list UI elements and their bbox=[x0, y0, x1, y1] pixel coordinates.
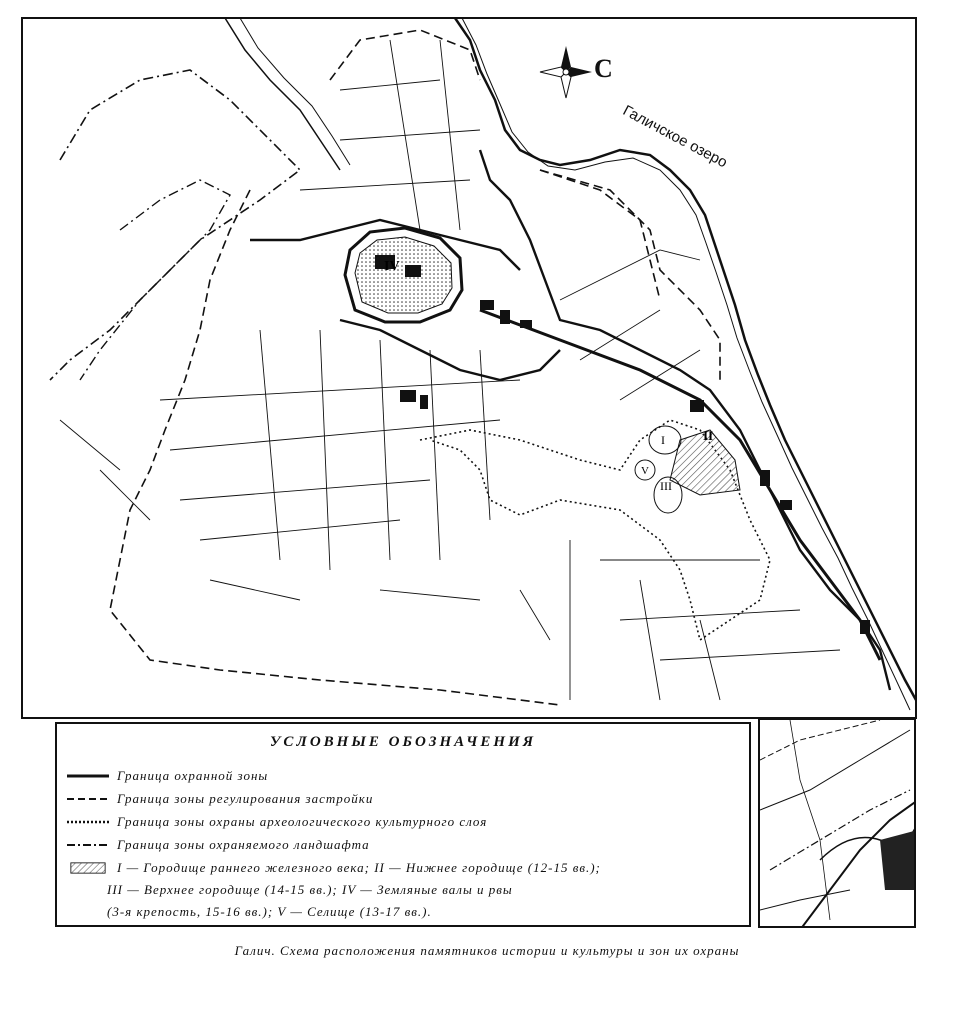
legend-monuments-line1: I — Городище раннего железного века; II — Нижнее городище (12-15 вв.); bbox=[117, 860, 601, 875]
inset-map bbox=[758, 718, 916, 928]
legend-item-label: Граница охранной зоны bbox=[117, 768, 269, 783]
river-left bbox=[225, 18, 340, 170]
hatched-area-symbol bbox=[67, 862, 109, 874]
legend bbox=[55, 722, 751, 927]
protection-zone-boundary bbox=[480, 150, 890, 690]
lake-label: Галичское озеро bbox=[620, 102, 731, 172]
early-iron-age-hillfort bbox=[649, 426, 681, 454]
zone-label-v: V bbox=[641, 465, 649, 477]
zone-label-ii: II bbox=[703, 428, 714, 443]
legend-monuments-line3: (3-я крепость, 15-16 вв.); V — Селище (13-17 вв.). bbox=[107, 904, 432, 919]
street-grid bbox=[60, 40, 840, 700]
dotted-line-symbol bbox=[67, 816, 109, 828]
regulation-zone-boundary bbox=[110, 30, 660, 705]
river-left-bank bbox=[240, 18, 350, 165]
map-frame bbox=[22, 18, 916, 718]
map-caption: Галич. Схема расположения памятников истории и культуры и зон их охраны bbox=[234, 943, 740, 958]
zone-label-iii: III bbox=[660, 479, 672, 493]
inset-map-drawing bbox=[760, 720, 916, 928]
fortress-ramparts bbox=[345, 228, 462, 322]
legend-item-label: Граница зоны охраняемого ландшафта bbox=[117, 837, 370, 852]
dashed-line-symbol bbox=[67, 793, 109, 805]
legend-item-label: Граница зоны регулирования застройки bbox=[117, 791, 374, 806]
compass-rose-icon bbox=[540, 46, 592, 98]
legend-item-label: Граница зоны охраны археологического культурного слоя bbox=[117, 814, 488, 829]
legend-monuments-line2: III — Верхнее городище (14-15 вв.); IV — Земляные валы и рвы bbox=[107, 882, 513, 897]
zone-label-i: I bbox=[661, 433, 665, 447]
dash-dot-line-symbol bbox=[67, 839, 109, 851]
solid-line-symbol bbox=[67, 770, 109, 782]
landscape-zone-boundary bbox=[50, 70, 300, 380]
legend-title: УСЛОВНЫЕ ОБОЗНАЧЕНИЯ bbox=[269, 734, 537, 750]
zone-label-iv: IV bbox=[384, 259, 400, 274]
landscape-zone-boundary-2 bbox=[80, 180, 230, 380]
compass-direction-label: С bbox=[594, 54, 613, 83]
regulation-zone-boundary-east bbox=[540, 170, 720, 380]
